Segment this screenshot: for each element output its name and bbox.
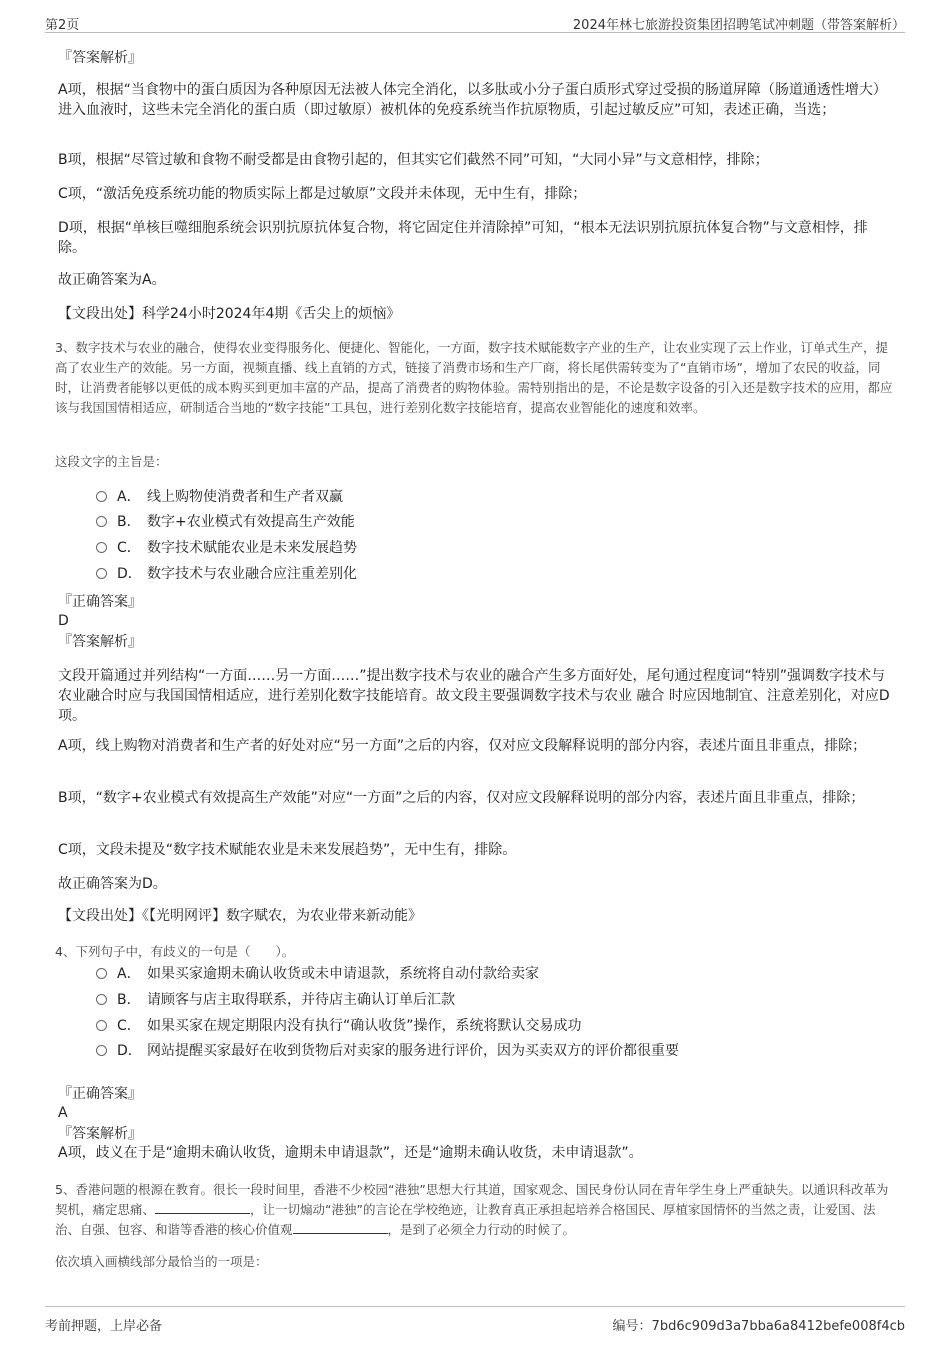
q3-analysis-p1: 文段开篇通过并列结构“一方面……另一方面……”提出数字技术与农业的融合产生多方面好处，尾句通过程度词“特别”强调数字技术与农业融合时应与我国国情相适应，进行差别化数字技能培育。故文段主要强调数字技术与农业 融合 时应因地制宜、注意差别化，对应D项。	[58, 668, 890, 724]
q3-option-c[interactable]	[96, 537, 357, 559]
radio-icon[interactable]	[96, 994, 107, 1005]
q3-analysis-b: B项，“数字+农业模式有效提高生产效能”对应“一方面”之后的内容，仅对应文段解释说明的部分内容，表述片面且非重点，排除；	[58, 790, 865, 806]
option-text: 线上购物使消费者和生产者双赢	[147, 489, 343, 505]
q3-source: 【文段出处】《【光明网评】数字赋农，为农业带来新动能》	[58, 908, 422, 924]
option-letter: A．	[117, 966, 141, 982]
q4-analysis-label: 『答案解析』	[58, 1126, 142, 1142]
footer-slogan: 考前押题，上岸必备	[45, 1319, 163, 1334]
q2-source: 【文段出处】科学24小时2024年4期《舌尖上的烦恼》	[58, 306, 401, 322]
option-text: 如果买家在规定期限内没有执行“确认收货”操作，系统将默认交易成功	[147, 1018, 582, 1034]
option-text: 网站提醒买家最好在收到货物后对卖家的服务进行评价，因为买卖双方的评价都很重要	[147, 1043, 679, 1059]
q3-analysis-a: A项，线上购物对消费者和生产者的好处对应“另一方面”之后的内容，仅对应文段解释说明的部分内容，表述片面且非重点，排除；	[58, 738, 867, 754]
q4-option-a[interactable]	[96, 963, 539, 985]
q3-option-a[interactable]	[96, 486, 343, 508]
q5-prompt: 依次填入画横线部分最恰当的一项是：	[55, 1254, 268, 1269]
document-id: 编号：7bd6c909d3a7bba6a8412befe008f4cb	[612, 1319, 905, 1334]
q4-correct-label: 『正确答案』	[58, 1086, 142, 1102]
option-text: 数字技术赋能农业是未来发展趋势	[147, 540, 357, 556]
q3-conclusion: 故正确答案为D。	[58, 876, 167, 892]
q3-correct-label: 『正确答案』	[58, 594, 142, 610]
q3-prompt: 这段文字的主旨是：	[55, 454, 168, 469]
q4-option-b[interactable]	[96, 989, 455, 1011]
option-text: 数字+农业模式有效提高生产效能	[147, 514, 355, 530]
q5-text	[55, 1180, 897, 1240]
radio-icon[interactable]	[96, 516, 107, 527]
option-letter: B．	[117, 514, 141, 530]
radio-icon[interactable]	[96, 568, 107, 579]
radio-icon[interactable]	[96, 968, 107, 979]
q4-correct-answer: A	[58, 1105, 68, 1121]
option-letter: D．	[117, 1043, 142, 1059]
q3-analysis-c: C项，文段未提及“数字技术赋能农业是未来发展趋势”，无中生有，排除。	[58, 842, 517, 858]
q4-analysis-a: A项，歧义在于是“逾期未确认收货，逾期未申请退款”，还是“逾期未确认收货，未申请退款”。	[58, 1145, 643, 1161]
q2-analysis-c: C项，“激活免疫系统功能的物质实际上都是过敏原”文段并未体现，无中生有，排除；	[58, 186, 587, 202]
radio-icon[interactable]	[96, 1045, 107, 1056]
q3-text: 3、数字技术与农业的融合，使得农业变得服务化、便捷化、智能化，一方面，数字技术赋能数字产业的生产，让农业实现了云上作业，订单式生产，提高了农业生产的效能。另一方面，视频直播、线上直销的方式，链接了消费市场和生产厂商，将长尾供需转变为了“直销市场”，增加了农民的收益，同时，让消费者能够以更低的成本购买到更加丰富的产品，提高了消费者的购物体验。需特别指出的是，不论是数字设备的引入还是数字技术的应用，都应该与我国国情相适应，研制适合当地的“数字技能”工具包，进行差别化数字技能培育，提高农业智能化的速度和效率。	[55, 340, 893, 415]
q4-option-c[interactable]	[96, 1015, 582, 1037]
option-letter: C．	[117, 1018, 141, 1034]
option-text: 请顾客与店主取得联系，并待店主确认订单后汇款	[147, 992, 455, 1008]
q3-option-b[interactable]	[96, 511, 355, 533]
q4-text: 4、下列句子中，有歧义的一句是（ ）。	[55, 944, 295, 959]
q5-text-part3: ，是到了必须全力行动的时候了。	[387, 1222, 576, 1237]
radio-icon[interactable]	[96, 491, 107, 502]
q3-analysis-label: 『答案解析』	[58, 634, 142, 650]
q4-option-d[interactable]	[96, 1040, 679, 1062]
q3-option-d[interactable]	[96, 563, 357, 585]
option-letter: B．	[117, 992, 141, 1008]
q2-analysis-label: 『答案解析』	[58, 50, 142, 66]
q5-text-part2: ，让一切煽动“港独”的言论在学校绝迹，让教育真正承担起培养合格国民、厚植家国情怀的当然之责，让爱国、法治、自强、包容、和谐等香港的核心价值观	[55, 1202, 876, 1237]
fill-blank-2	[293, 1221, 388, 1234]
option-letter: A．	[117, 489, 141, 505]
radio-icon[interactable]	[96, 542, 107, 553]
q2-analysis-a: A项，根据“当食物中的蛋白质因为各种原因无法被人体完全消化，以多肽或小分子蛋白质形式穿过受损的肠道屏障（肠道通透性增大）进入血液时，这些未完全消化的蛋白质（即过敏原）被机体的免疫系统当作抗原物质，引起过敏反应”可知，表述正确，当选；	[58, 82, 887, 118]
option-text: 数字技术与农业融合应注重差别化	[147, 566, 357, 582]
option-text: 如果买家逾期未确认收货或未申请退款，系统将自动付款给卖家	[147, 966, 539, 982]
option-letter: D．	[117, 566, 142, 582]
page-footer	[45, 1306, 905, 1341]
page-number: 第2页	[45, 18, 80, 33]
q2-conclusion: 故正确答案为A。	[58, 272, 166, 288]
option-letter: C．	[117, 540, 141, 556]
q2-analysis-d: D项，根据“单核巨噬细胞系统会识别抗原抗体复合物，将它固定住并清除掉”可知，“根本无法识别抗原抗体复合物”与文意相悖，排除。	[58, 220, 868, 256]
page-header	[45, 0, 905, 33]
q5-text-part1: 5、香港问题的根源在教育。很长一段时间里，香港不少校园“港独”思想大行其道，国家观念、国民身份认同在青年学生身上严重缺失。以通识科改革为契机，痛定思痛、	[55, 1182, 889, 1217]
q3-correct-answer: D	[58, 613, 69, 629]
fill-blank-1	[155, 1201, 250, 1214]
document-title: 2024年林七旅游投资集团招聘笔试冲刺题（带答案解析）	[572, 18, 905, 33]
q2-analysis-b: B项，根据“尽管过敏和食物不耐受都是由食物引起的，但其实它们截然不同”可知，“大同小异”与文意相悖，排除；	[58, 152, 769, 168]
radio-icon[interactable]	[96, 1020, 107, 1031]
